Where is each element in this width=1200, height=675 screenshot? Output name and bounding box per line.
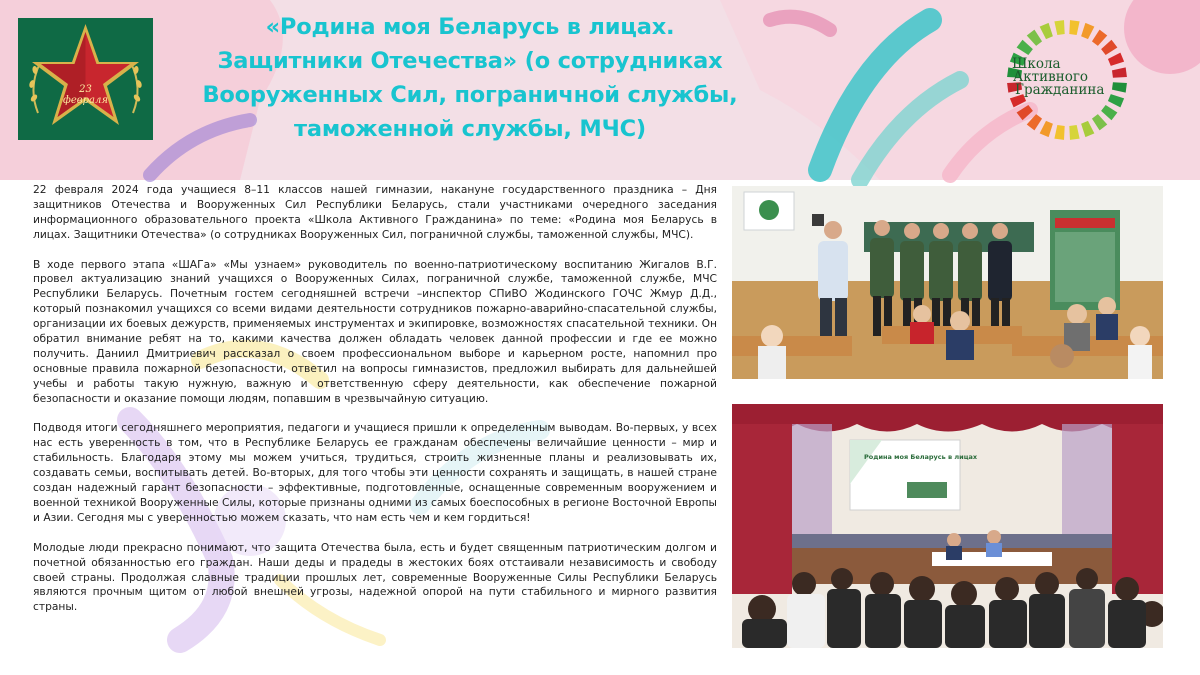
logo-ring-segment: [1054, 20, 1064, 35]
logo-ring-segment: [1092, 114, 1107, 130]
logo-line-3: Гражданина: [1015, 82, 1105, 98]
february-23-emblem: [18, 18, 153, 140]
logo-ring-segment: [1092, 30, 1107, 46]
classroom-photo: [732, 186, 1163, 379]
logo-wordmark: [1012, 58, 1132, 97]
star-emblem-graphic: [18, 18, 153, 140]
logo-ring-segment: [1017, 40, 1033, 55]
logo-ring-segment: [1040, 23, 1053, 39]
logo-ring-segment: [1069, 125, 1079, 140]
article-paragraph-3: Подводя итоги сегодняшнего мероприятия, педагоги и учащиеся пришли к определенным выводам. Во-первых, у всех нас есть уверенность в том, что в Республике Беларусь ее гражданам обеспечены величайшие ценности – мир и стабильность. Благодаря этому мы можем учиться, трудиться, строить жизненные планы и реализовывать их, создавать семьи, воспитывать детей. Во-вторых, для того чтобы эти ценности сохранять и защищать, в нашей стране создан надежный гарант безопасности – эффективные, подготовленные, оснащенные современным вооружением и военной техникой Вооруженные Силы, которые признаны одними из самых боеспособных в регионе Восточной Европы и Азии. Сегодня мы с уверенностью можем сказать, что нам есть чем и кем гордиться!: [33, 421, 717, 524]
article-paragraph-2: В ходе первого этапа «ШАГа» «Мы узнаем» руководитель по военно-патриотическому воспитанию Жигалов В.Г. провел актуализацию знаний учащихся о Вооруженных Силах, пограничной службе, таможенной службе, МЧС Республики Беларусь. Почетным гостем сегодняшней встречи –инспектор СПиВО Жодинского ГОЧС Жмур Д.Д., который познакомил учащихся со всеми видами деятельности сотрудников пожарно-аварийно-спасательной службы, организации их боевых дежурств, применяемых инструментах и экипировке, возможностях спасательной техники. Он обратил внимание ребят на то, какими качества должен обладать человек данной профессии и где ее можно получить. Даниил Дмитриевич рассказал о своем профессиональном выборе и карьерном росте, напомнил про основные правила пожарной безопасности, ответил на вопросы гимназистов, предложил выбирать для дальнейшей учебы и работы такую нужную, важную и ответственную сферу деятельности, как обеспечение пожарной безопасности и оказание помощи людям, попавшим в чрезвычайную ситуацию.: [33, 257, 717, 405]
logo-ring-segment: [1069, 20, 1079, 35]
classroom-photo-illustration: [732, 186, 1163, 379]
logo-ring-segment: [1081, 121, 1094, 137]
article-paragraph-4: Молодые люди прекрасно понимают, что защита Отечества была, есть и будет священным патриотическим долгом и почетной обязанностью его граждан. Наши деды и прадеды в жестоких боях отстаивали независимость и свободу своей страны. Продолжая славные традиции прошлых лет, современные Вооруженные Силы Республики Беларусь являются прочным щитом от любой внешней угрозы, надежной опорой на пути стабильного и мирного развития страны.: [33, 540, 717, 614]
logo-ring-segment: [1040, 121, 1053, 137]
slide-caption-text: Родина моя Беларусь в лицах: [864, 453, 978, 461]
emblem-date-text: [18, 84, 153, 106]
logo-line-2: Активного: [1013, 69, 1089, 85]
page-title: «Родина моя Беларусь в лицах. Защитники Отечества» (о сотрудниках Вооруженных Сил, пограничной службы, таможенной службы, МЧС): [202, 14, 738, 142]
logo-ring-segment: [1054, 125, 1064, 140]
logo-ring-segment: [1027, 114, 1042, 130]
logo-line-1: Школа: [1012, 56, 1061, 72]
logo-ring-segment: [1101, 105, 1117, 120]
logo-ring-segment: [1101, 40, 1117, 55]
article-paragraph-1: 22 февраля 2024 года учащиеся 8–11 классов нашей гимназии, накануне государственного праздника – Дня защитников Отечества и Вооруженных Сил Республики Беларусь, стали участниками очередного заседания информационного образовательного проекта «Школа Активного Гражданина» по теме: «Родина моя Беларусь в лицах. Защитники Отечества» (о сотрудниках Вооруженных Сил, пограничной службы, таможенной службы, МЧС).: [33, 183, 717, 241]
logo-ring-segment: [1027, 30, 1042, 46]
logo-ring-segment: [1081, 23, 1094, 39]
article-body: [33, 183, 717, 630]
assembly-hall-photo-illustration: [732, 404, 1163, 648]
emblem-date-label: 23 февраля: [63, 84, 108, 106]
logo-ring-segment: [1017, 105, 1033, 120]
assembly-hall-photo: [732, 404, 1163, 648]
